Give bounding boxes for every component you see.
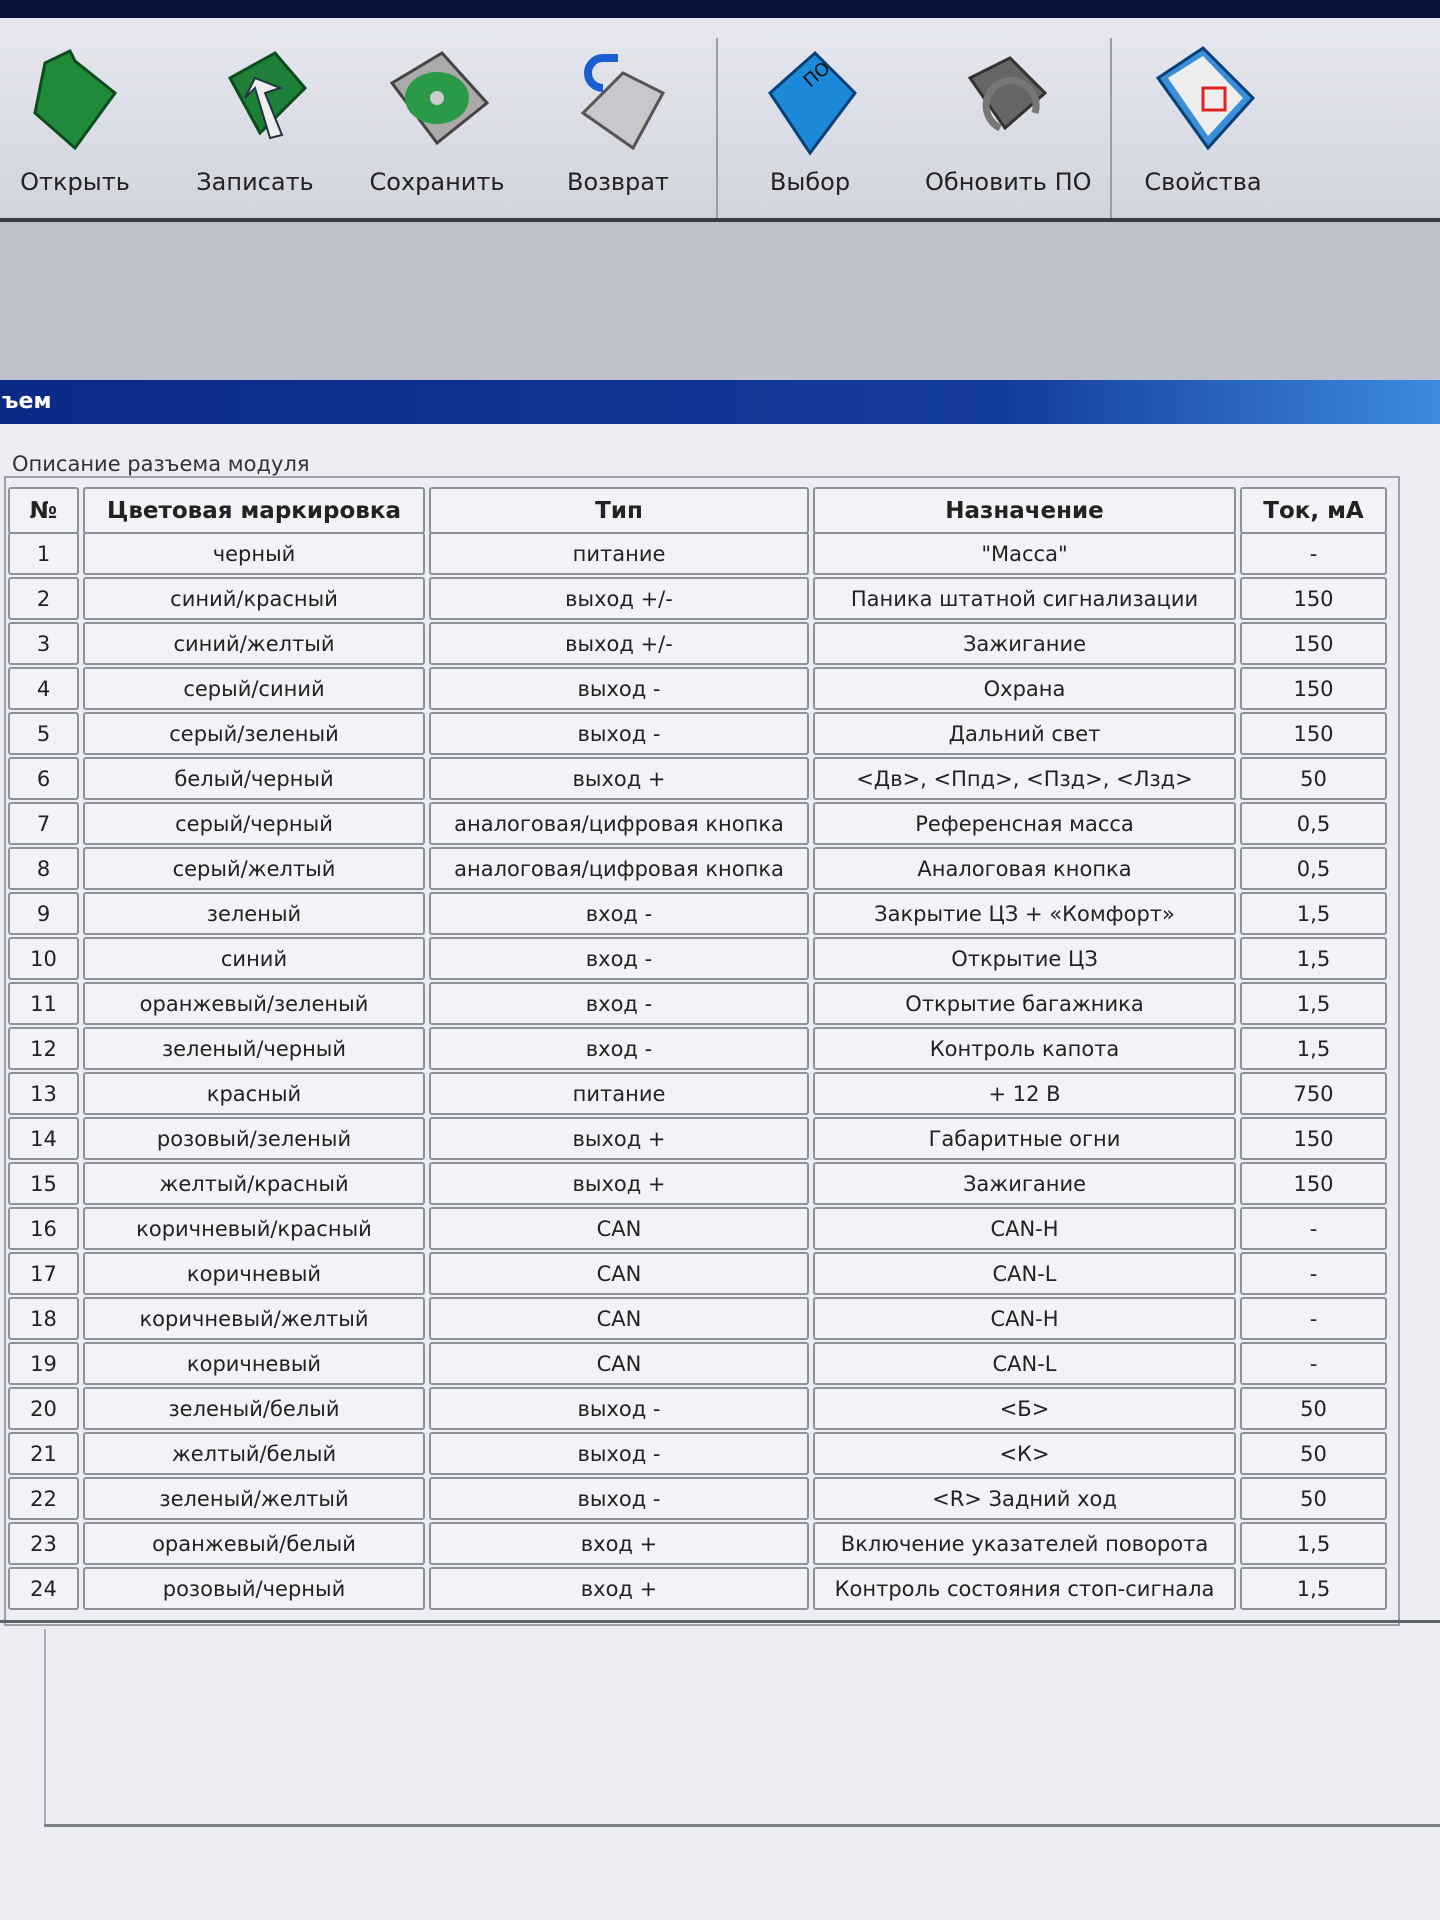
cell-number[interactable]: 2 <box>8 577 79 620</box>
cell-current[interactable]: 1,5 <box>1240 1567 1387 1610</box>
cell-number[interactable]: 22 <box>8 1477 79 1520</box>
header-current[interactable]: Ток, мА <box>1240 487 1387 534</box>
window-top-border <box>0 0 1440 18</box>
cell-current[interactable]: - <box>1240 1297 1387 1340</box>
cell-color[interactable]: зеленый/белый <box>83 1387 425 1430</box>
cell-purpose[interactable]: Паника штатной сигнализации <box>813 577 1236 620</box>
cell-current[interactable]: 50 <box>1240 1387 1387 1430</box>
cell-number[interactable]: 11 <box>8 982 79 1025</box>
properties-button[interactable] <box>1128 38 1278 218</box>
cell-number[interactable]: 23 <box>8 1522 79 1565</box>
toolbar-separator <box>716 38 718 218</box>
table-row[interactable] <box>6 1026 1389 1071</box>
table-row[interactable] <box>6 936 1389 981</box>
cell-purpose[interactable]: + 12 В <box>813 1072 1236 1115</box>
cell-color[interactable]: зеленый/черный <box>83 1027 425 1070</box>
toolbar <box>0 18 1440 222</box>
table-row[interactable] <box>6 1521 1389 1566</box>
cell-current[interactable]: 1,5 <box>1240 1522 1387 1565</box>
cell-purpose[interactable]: Открытие багажника <box>813 982 1236 1025</box>
cell-number[interactable]: 21 <box>8 1432 79 1475</box>
select-label: Выбор <box>769 168 851 196</box>
cell-purpose[interactable]: Дальний свет <box>813 712 1236 755</box>
cell-purpose[interactable]: Включение указателей поворота <box>813 1522 1236 1565</box>
cell-type[interactable]: вход + <box>429 1567 809 1610</box>
cell-color[interactable]: оранжевый/белый <box>83 1522 425 1565</box>
cell-number[interactable]: 16 <box>8 1207 79 1250</box>
cell-purpose[interactable]: Открытие ЦЗ <box>813 937 1236 980</box>
chip-refresh-icon <box>945 38 1055 158</box>
cell-type[interactable]: вход - <box>429 982 809 1025</box>
cell-type[interactable]: выход + <box>429 1117 809 1160</box>
cell-type[interactable]: питание <box>429 1072 809 1115</box>
table-row[interactable] <box>6 756 1389 801</box>
table-row[interactable] <box>6 1071 1389 1116</box>
divider <box>44 1629 46 1824</box>
connector-panel <box>0 424 1440 1920</box>
cell-type[interactable]: выход - <box>429 712 809 755</box>
cell-type[interactable]: аналоговая/цифровая кнопка <box>429 802 809 845</box>
group-label: Описание разъема модуля <box>8 452 314 476</box>
cell-current[interactable]: 50 <box>1240 757 1387 800</box>
save-label: Сохранить <box>369 168 505 196</box>
connector-table <box>6 486 1389 1611</box>
header-purpose[interactable]: Назначение <box>813 487 1236 534</box>
cell-color[interactable]: синий <box>83 937 425 980</box>
undo-icon <box>563 38 673 158</box>
table-row[interactable] <box>6 1251 1389 1296</box>
window-title: ъем <box>2 389 52 414</box>
cell-number[interactable]: 10 <box>8 937 79 980</box>
table-row[interactable] <box>6 846 1389 891</box>
cell-type[interactable]: выход - <box>429 1387 809 1430</box>
table-row[interactable] <box>6 576 1389 621</box>
cell-current[interactable]: 150 <box>1240 1162 1387 1205</box>
cell-current[interactable]: 0,5 <box>1240 847 1387 890</box>
cell-purpose[interactable]: <К> <box>813 1432 1236 1475</box>
cell-number[interactable]: 12 <box>8 1027 79 1070</box>
cell-type[interactable]: выход +/- <box>429 622 809 665</box>
cell-type[interactable]: выход +/- <box>429 577 809 620</box>
cell-current[interactable]: 1,5 <box>1240 892 1387 935</box>
cell-type[interactable]: вход - <box>429 892 809 935</box>
cell-color[interactable]: белый/черный <box>83 757 425 800</box>
cell-current[interactable]: 50 <box>1240 1432 1387 1475</box>
cell-number[interactable]: 8 <box>8 847 79 890</box>
cell-current[interactable]: 150 <box>1240 667 1387 710</box>
cell-number[interactable]: 13 <box>8 1072 79 1115</box>
cell-number[interactable]: 15 <box>8 1162 79 1205</box>
cell-current[interactable]: 50 <box>1240 1477 1387 1520</box>
cell-color[interactable]: красный <box>83 1072 425 1115</box>
save-button[interactable] <box>362 38 512 218</box>
cell-current[interactable]: 1,5 <box>1240 982 1387 1025</box>
cell-color[interactable]: желтый/красный <box>83 1162 425 1205</box>
cell-current[interactable]: - <box>1240 1252 1387 1295</box>
table-row[interactable] <box>6 666 1389 711</box>
cell-purpose[interactable]: Аналоговая кнопка <box>813 847 1236 890</box>
revert-label: Возврат <box>567 168 669 196</box>
table-row[interactable] <box>6 1116 1389 1161</box>
chip-write-icon <box>200 38 310 158</box>
cell-purpose[interactable]: CAN-L <box>813 1342 1236 1385</box>
open-button[interactable] <box>0 38 150 218</box>
update-software-label: Обновить ПО <box>925 168 1092 196</box>
cell-color[interactable]: оранжевый/зеленый <box>83 982 425 1025</box>
cell-purpose[interactable]: Контроль капота <box>813 1027 1236 1070</box>
cell-type[interactable]: выход - <box>429 1477 809 1520</box>
cell-current[interactable]: 750 <box>1240 1072 1387 1115</box>
cell-number[interactable]: 6 <box>8 757 79 800</box>
table-row[interactable] <box>6 1296 1389 1341</box>
cell-type[interactable]: аналоговая/цифровая кнопка <box>429 847 809 890</box>
folder-open-icon <box>20 38 130 158</box>
cell-type[interactable]: CAN <box>429 1252 809 1295</box>
cell-type[interactable]: вход + <box>429 1522 809 1565</box>
cell-type[interactable]: выход + <box>429 757 809 800</box>
svg-text:ПО: ПО <box>799 57 835 92</box>
properties-icon <box>1148 38 1258 158</box>
header-number[interactable]: № <box>8 487 79 534</box>
cell-number[interactable]: 24 <box>8 1567 79 1610</box>
cell-type[interactable]: выход + <box>429 1162 809 1205</box>
table-row[interactable] <box>6 1476 1389 1521</box>
cell-type[interactable]: CAN <box>429 1342 809 1385</box>
cell-number[interactable]: 1 <box>8 532 79 575</box>
workspace-area <box>0 222 1440 380</box>
revert-button[interactable] <box>543 38 693 218</box>
cell-purpose[interactable]: <Б> <box>813 1387 1236 1430</box>
cell-number[interactable]: 19 <box>8 1342 79 1385</box>
cell-purpose[interactable]: Зажигание <box>813 622 1236 665</box>
table-header-row <box>6 486 1389 531</box>
cell-type[interactable]: вход - <box>429 937 809 980</box>
cell-purpose[interactable]: CAN-H <box>813 1207 1236 1250</box>
cell-current[interactable]: 150 <box>1240 577 1387 620</box>
cell-type[interactable]: выход - <box>429 667 809 710</box>
table-row[interactable] <box>6 801 1389 846</box>
table-row[interactable] <box>6 531 1389 576</box>
cell-number[interactable]: 7 <box>8 802 79 845</box>
cell-current[interactable]: 1,5 <box>1240 1027 1387 1070</box>
cell-color[interactable]: желтый/белый <box>83 1432 425 1475</box>
header-color[interactable]: Цветовая маркировка <box>83 487 425 534</box>
header-type[interactable]: Тип <box>429 487 809 534</box>
cell-number[interactable]: 18 <box>8 1297 79 1340</box>
cell-purpose[interactable]: Охрана <box>813 667 1236 710</box>
cell-color[interactable]: серый/черный <box>83 802 425 845</box>
cell-color[interactable]: коричневый/желтый <box>83 1297 425 1340</box>
cell-purpose[interactable]: "Масса" <box>813 532 1236 575</box>
cell-current[interactable]: 0,5 <box>1240 802 1387 845</box>
cell-current[interactable]: 150 <box>1240 712 1387 755</box>
cell-purpose[interactable]: CAN-L <box>813 1252 1236 1295</box>
cell-color[interactable]: зеленый/желтый <box>83 1477 425 1520</box>
update-software-button[interactable] <box>925 38 1092 218</box>
cell-type[interactable]: выход - <box>429 1432 809 1475</box>
cell-current[interactable]: - <box>1240 532 1387 575</box>
write-label: Записать <box>196 168 314 196</box>
table-row[interactable] <box>6 1341 1389 1386</box>
disk-save-icon <box>382 38 492 158</box>
cell-number[interactable]: 17 <box>8 1252 79 1295</box>
cell-color[interactable]: черный <box>83 532 425 575</box>
table-row[interactable] <box>6 711 1389 756</box>
cell-number[interactable]: 9 <box>8 892 79 935</box>
divider <box>44 1824 1440 1827</box>
cell-color[interactable]: коричневый <box>83 1252 425 1295</box>
cell-number[interactable]: 14 <box>8 1117 79 1160</box>
cell-number[interactable]: 4 <box>8 667 79 710</box>
cell-purpose[interactable]: Референсная масса <box>813 802 1236 845</box>
divider <box>0 1620 1440 1623</box>
cell-purpose[interactable]: Контроль состояния стоп-сигнала <box>813 1567 1236 1610</box>
cell-number[interactable]: 3 <box>8 622 79 665</box>
cell-current[interactable]: - <box>1240 1207 1387 1250</box>
toolbar-separator <box>1110 38 1112 218</box>
software-folder-icon <box>755 38 865 158</box>
cell-color[interactable]: серый/зеленый <box>83 712 425 755</box>
table-row[interactable] <box>6 1161 1389 1206</box>
cell-type[interactable]: вход - <box>429 1027 809 1070</box>
table-row[interactable] <box>6 1431 1389 1476</box>
cell-current[interactable]: 150 <box>1240 1117 1387 1160</box>
cell-color[interactable]: розовый/черный <box>83 1567 425 1610</box>
cell-color[interactable]: синий/желтый <box>83 622 425 665</box>
properties-label: Свойства <box>1144 168 1262 196</box>
select-button[interactable] <box>735 38 885 218</box>
table-row[interactable] <box>6 1386 1389 1431</box>
cell-number[interactable]: 20 <box>8 1387 79 1430</box>
write-button[interactable] <box>180 38 330 218</box>
cell-current[interactable]: - <box>1240 1342 1387 1385</box>
table-row[interactable] <box>6 1566 1389 1611</box>
cell-purpose[interactable]: CAN-H <box>813 1297 1236 1340</box>
cell-purpose[interactable]: Зажигание <box>813 1162 1236 1205</box>
cell-purpose[interactable]: <R> Задний ход <box>813 1477 1236 1520</box>
cell-color[interactable]: серый/синий <box>83 667 425 710</box>
table-row[interactable] <box>6 891 1389 936</box>
cell-current[interactable]: 150 <box>1240 622 1387 665</box>
cell-type[interactable]: CAN <box>429 1297 809 1340</box>
cell-color[interactable]: коричневый <box>83 1342 425 1385</box>
cell-type[interactable]: питание <box>429 532 809 575</box>
cell-purpose[interactable]: Закрытие ЦЗ + «Комфорт» <box>813 892 1236 935</box>
cell-color[interactable]: серый/желтый <box>83 847 425 890</box>
cell-number[interactable]: 5 <box>8 712 79 755</box>
cell-color[interactable]: розовый/зеленый <box>83 1117 425 1160</box>
cell-color[interactable]: коричневый/красный <box>83 1207 425 1250</box>
open-label: Открыть <box>20 168 130 196</box>
cell-color[interactable]: синий/красный <box>83 577 425 620</box>
table-row[interactable] <box>6 1206 1389 1251</box>
window-title-bar[interactable] <box>0 380 1440 424</box>
table-row[interactable] <box>6 621 1389 666</box>
table-row[interactable] <box>6 981 1389 1026</box>
cell-color[interactable]: зеленый <box>83 892 425 935</box>
cell-type[interactable]: CAN <box>429 1207 809 1250</box>
cell-current[interactable]: 1,5 <box>1240 937 1387 980</box>
cell-purpose[interactable]: <Дв>, <Ппд>, <Пзд>, <Лзд> <box>813 757 1236 800</box>
cell-purpose[interactable]: Габаритные огни <box>813 1117 1236 1160</box>
